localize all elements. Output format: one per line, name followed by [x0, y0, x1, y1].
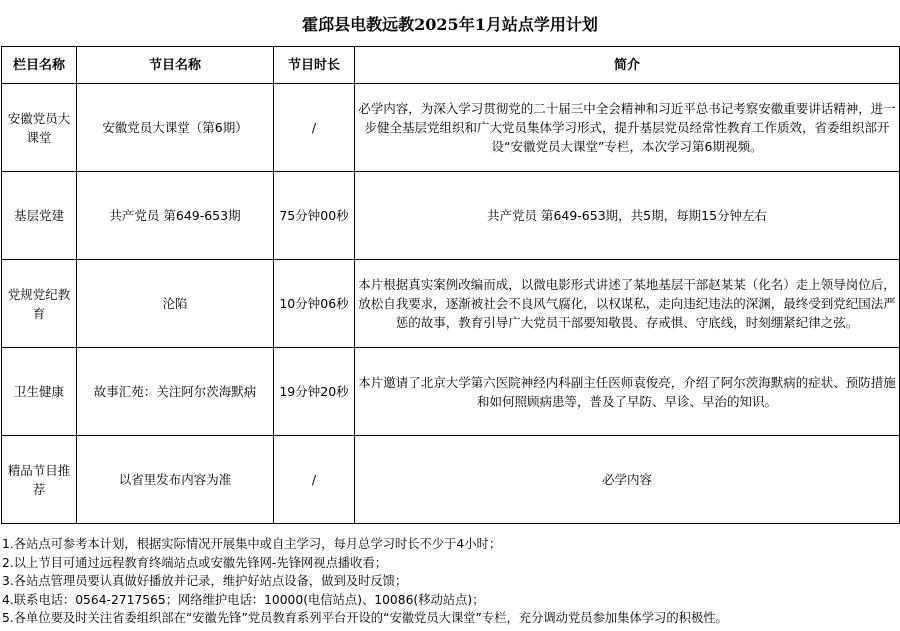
cell-program-name: 安徽党员大课堂（第6期）: [77, 84, 274, 172]
cell-column-name: 基层党建: [2, 172, 77, 260]
table-row: [2, 436, 900, 524]
note-item: 4.联系电话：0564-2717565；网络维护电话：10000(电信站点)、10086(移动站点)；: [2, 592, 485, 607]
cell-program-name: 沦陷: [77, 260, 274, 348]
table-row: [2, 172, 900, 260]
cell-program-name: 共产党员 第649-653期: [77, 172, 274, 260]
cell-column-name: 精品节目推荐: [2, 436, 77, 524]
cell-column-name: 卫生健康: [2, 348, 77, 436]
cell-column-name: 安徽党员大课堂: [2, 84, 77, 172]
header-intro: 简介: [355, 47, 900, 84]
note-item: 5.各单位要及时关注省委组织部在“安徽先锋”党员教育系列平台开设的“安徽党员大课堂”专栏，充分调动党员参加集体学习的积极性。: [2, 611, 728, 625]
cell-duration: /: [274, 436, 355, 524]
cell-program-name: 故事汇苑：关注阿尔茨海默病: [77, 348, 274, 436]
table-row: [2, 260, 900, 348]
header-program-name: 节目名称: [77, 47, 274, 84]
cell-duration: 10分钟06秒: [274, 260, 355, 348]
cell-intro: 共产党员 第649-653期，共5期，每期15分钟左右: [355, 172, 900, 260]
cell-duration: 75分钟00秒: [274, 172, 355, 260]
notes-section: [2, 535, 898, 628]
cell-column-name: 党规党纪教育: [2, 260, 77, 348]
cell-intro: 本片根据真实案例改编而成，以微电影形式讲述了某地基层干部赵某某（化名）走上领导岗位后，放松自我要求，逐渐被社会不良风气腐化，以权谋私，走向违纪违法的深渊，最终受到党纪国法严惩的故事，教育引导广大党员干部要知敬畏、存戒惧、守底线，时刻绷紧纪律之弦。: [355, 260, 900, 348]
study-plan-table: [1, 46, 900, 524]
cell-duration: /: [274, 84, 355, 172]
page-title: 霍邱县电教远教2025年1月站点学用计划: [302, 14, 598, 34]
table-row: [2, 348, 900, 436]
table-header-row: [2, 47, 900, 84]
cell-intro: 必学内容: [355, 436, 900, 524]
cell-intro: 本片邀请了北京大学第六医院神经内科副主任医师袁俊亮，介绍了阿尔茨海默病的症状、预防措施和如何照顾病患等，普及了早防、早诊、早治的知识。: [355, 348, 900, 436]
cell-intro: 必学内容，为深入学习贯彻党的二十届三中全会精神和习近平总书记考察安徽重要讲话精神，进一步健全基层党组织和广大党员集体学习形式，提升基层党员经常性教育工作质效，省委组织部开设“安徽党员大课堂”专栏，本次学习第6期视频。: [355, 84, 900, 172]
header-duration: 节目时长: [274, 47, 355, 84]
cell-duration: 19分钟20秒: [274, 348, 355, 436]
cell-program-name: 以省里发布内容为准: [77, 436, 274, 524]
note-item: 1.各站点可参考本计划，根据实际情况开展集中或自主学习，每月总学习时长不少于4小时；: [2, 537, 502, 551]
header-column-name: 栏目名称: [2, 47, 77, 84]
note-item: 2.以上节目可通过远程教育终端站点或安徽先锋网-先锋网视点播收看；: [2, 555, 388, 570]
note-item: 3.各站点管理员要认真做好播放并记录，维护好站点设备，做到及时反馈；: [2, 574, 408, 588]
table-row: [2, 84, 900, 172]
